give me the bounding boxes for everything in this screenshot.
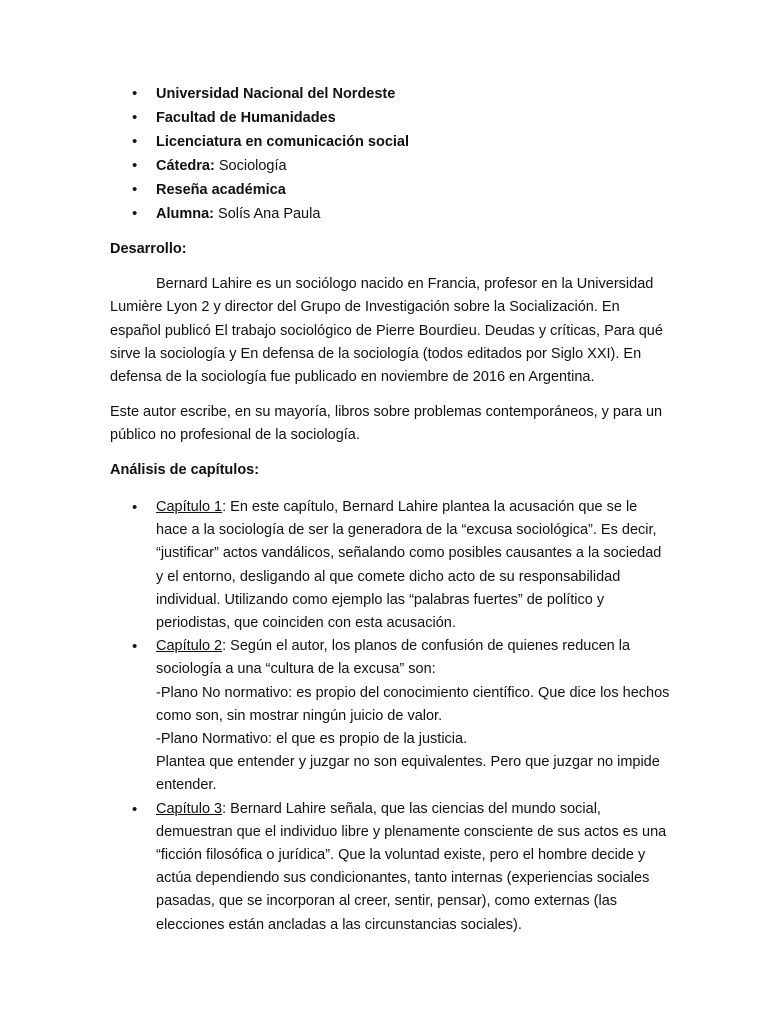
- chapter-text: : Según el autor, los planos de confusión de quienes reducen la sociología a una “cultura de la excusa” son:: [156, 638, 631, 678]
- bullet-icon: •: [132, 181, 138, 198]
- chapter-item: [110, 635, 670, 797]
- bullet-icon: •: [132, 205, 138, 222]
- chapter-name: Capítulo 1: [156, 499, 223, 515]
- header-item: [110, 154, 670, 178]
- header-item: [110, 130, 670, 154]
- bullet-icon: •: [132, 85, 138, 102]
- bullet-icon: •: [132, 157, 138, 174]
- bullet-icon: •: [132, 109, 138, 126]
- header-item-label: Alumna:: [156, 206, 214, 222]
- header-item-label: Licenciatura en comunicación social: [156, 134, 410, 150]
- chapter-line: -Plano No normativo: es propio del conocimiento científico. Que dice los hechos como son, sin mostrar ningún juicio de valor.: [156, 684, 670, 724]
- header-item: [110, 202, 670, 226]
- chapter-list: [110, 496, 670, 937]
- header-item-label: Universidad Nacional del Nordeste: [156, 86, 396, 102]
- header-item-label: Reseña académica: [156, 182, 286, 198]
- bullet-icon: •: [132, 638, 138, 656]
- chapter-item: [110, 798, 670, 937]
- header-item-label: Facultad de Humanidades: [156, 110, 336, 126]
- bullet-icon: •: [132, 499, 138, 516]
- bullet-icon: •: [132, 133, 138, 150]
- chapter-name: Capítulo 2: [156, 638, 223, 655]
- chapter-line: -Plano Normativo: el que es propio de la justicia.: [156, 731, 468, 748]
- header-item: [110, 82, 670, 106]
- header-item: [110, 178, 670, 202]
- author-paragraph: Este autor escribe, en su mayoría, libros sobre problemas contemporáneos, y para un público no profesional de la sociología.: [110, 404, 663, 444]
- chapter-name: Capítulo 3: [156, 800, 223, 817]
- chapter-item: [110, 496, 670, 635]
- chapter-line: Plantea que entender y juzgar no son equivalentes. Pero que juzgar no impide entender.: [156, 754, 660, 794]
- header-item-value: Solís Ana Paula: [214, 206, 321, 222]
- intro-paragraph: Bernard Lahire es un sociólogo nacido en Francia, profesor en la Universidad Lumière Lyon 2 y director del Grupo de Investigación sobre la Socialización. En español publicó El trabajo sociológico de Pierre Bourdieu. Deudas y críticas, Para qué sirve la sociología y En defensa de la sociología (todos editados por Siglo XXI). En defensa de la sociología fue publicado en noviembre de 2016 en Argentina.: [110, 276, 663, 386]
- header-item: [110, 106, 670, 130]
- bullet-icon: •: [132, 800, 138, 818]
- analysis-title: Análisis de capítulos:: [110, 462, 260, 478]
- header-item-label: Cátedra:: [156, 158, 215, 174]
- chapter-text: : En este capítulo, Bernard Lahire plantea la acusación que se le hace a la sociología de ser la generadora de la “excusa sociológica”. Es decir, “justificar” actos vandálicos, señalando como posibles causantes a la sociedad y el entorno, desligando al que comete dicho acto de su responsabilidad individual. Utilizando como ejemplo las “palabras fuertes” de político y periodistas, que coinciden con esta acusación.: [156, 499, 662, 632]
- development-title: Desarrollo:: [110, 241, 187, 257]
- chapter-text: : Bernard Lahire señala, que las ciencias del mundo social, demuestran que el individuo libre y plenamente consciente de sus actos es una “ficción filosófica o jurídica”. Que la voluntad existe, pero el hombre decide y actúa dependiendo sus condicionantes, tanto internas (experiencias sociales pasadas, que se incorporan al creer, sentir, pensar), como externas (las elecciones están ancladas a las circunstancias sociales).: [156, 800, 667, 933]
- document-header-list: [110, 82, 670, 226]
- header-item-value: Sociología: [214, 158, 287, 174]
